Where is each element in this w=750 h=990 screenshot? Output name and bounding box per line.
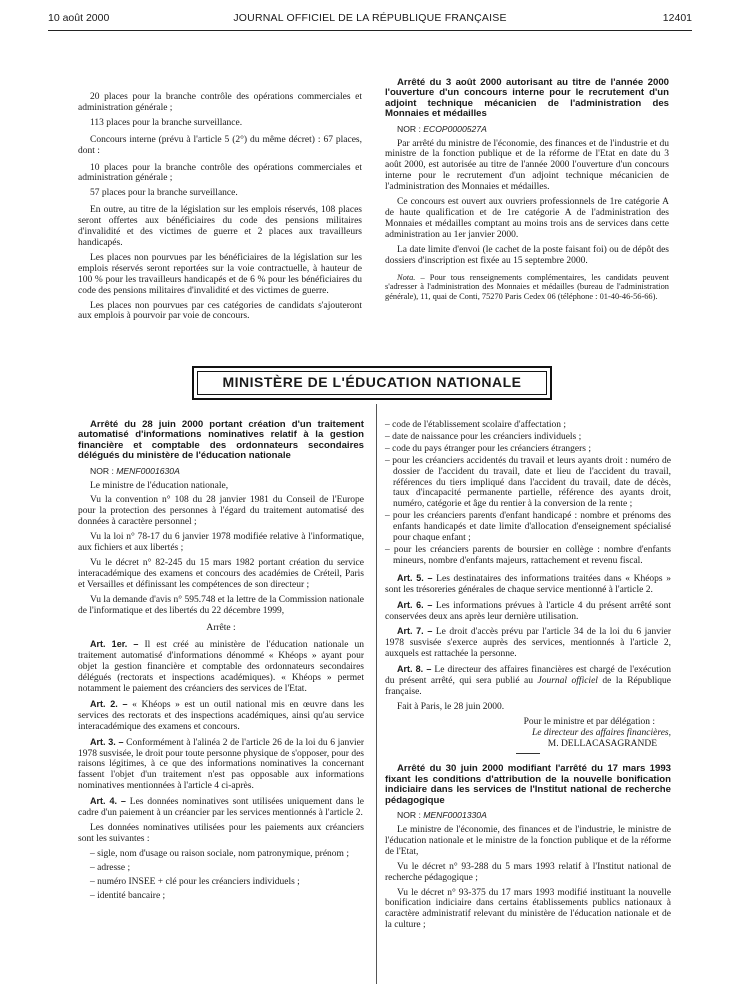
article-1 [78, 639, 364, 695]
arrete-heading: Arrête : [206, 622, 236, 633]
header-date: 10 août 2000 [48, 12, 110, 24]
paragraph: 10 places pour la branche contrôle des opérations commerciales et administration générale ; [78, 162, 362, 184]
paragraph: Vu le décret n° 93-375 du 17 mars 1993 modifié instituant la nouvelle bonification indiciaire dans certains établissements publics nationaux à caractère administratif relevant du ministère de l'éducation nationale et de la culture ; [385, 887, 671, 931]
paragraph: Les données nominatives utilisées pour les paiements aux créanciers sont les suivantes : [78, 823, 364, 844]
ministry-banner [192, 366, 552, 400]
list-item: – code du pays étranger pour les créanciers étrangers ; [385, 443, 592, 454]
paragraph: Vu la demande d'avis n° 595.748 et la lettre de la Commission nationale de l'informatique et des libertés du 22 décembre 1999, [78, 594, 364, 616]
decree-title: Arrêté du 30 juin 2000 modifiant l'arrêté du 17 mars 1993 fixant les conditions d'attribution de la nouvelle bonification indiciaire dans les services de l'Institut national de recherche pédagogique [385, 763, 671, 806]
article-text: Conformément à l'alinéa 2 de l'article 26 de la loi du 6 janvier 1978 susvisée, le droit pour toute personne physique de s'opposer, pour des raisons légitimes, à ce que des informations nominatives la concernant fassent l'objet d'un traitement n'est pas opposable aux informations nominatives mentionnées à l'article 4 ci-après. [78, 737, 365, 792]
nor-label: NOR : [397, 810, 421, 821]
top-left-column [78, 92, 362, 326]
nor-reference [78, 466, 364, 477]
nor-code: MENF0001330A [423, 810, 487, 821]
nor-reference [385, 124, 669, 135]
paragraph: 113 places pour la branche surveillance. [90, 117, 243, 128]
paragraph: La date limite d'envoi (le cachet de la poste faisant foi) ou de dépôt des dossiers d'inscription est fixée au 15 septembre 2000. [385, 244, 669, 266]
nor-code: MENF0001630A [116, 465, 180, 476]
ministry-banner-text: MINISTÈRE DE L'ÉDUCATION NATIONALE [197, 371, 547, 395]
article-label: Art. 4. – [90, 796, 126, 807]
nota-label: Nota. – [397, 272, 425, 282]
bottom-right-column [385, 420, 671, 935]
paragraph: Vu le décret n° 93-288 du 5 mars 1993 relatif à l'Institut national de recherche pédagogique ; [385, 861, 671, 883]
article-3 [78, 737, 364, 793]
decree-title: Arrêté du 28 juin 2000 portant création d'un traitement automatisé d'informations nominatives relatif à la gestion financière et comptable des ordonnateurs secondaires délégués du ministère de l'éducation nationale [78, 419, 364, 462]
running-header [48, 12, 692, 28]
article-text: Le droit d'accès prévu par l'article 34 de la loi du 6 janvier 1978 susvisée s'exerce auprès des services, mentionnés à l'article 2, auxquels est rattachée la personne. [385, 627, 672, 660]
nor-reference [385, 810, 671, 821]
list-item: – date de naissance pour les créanciers individuels ; [385, 431, 582, 442]
list-item: – pour les créanciers accidentés du travail et leurs ayants droit : numéro de dossier de l'accident du travail, date et lieu de l'accident du travail, références du tiers impliqué dans l'accident du travail, date de décès, taux d'incapacité permanente partielle, référence des ayants droit, numéro, catégorie et âge du rentier à la conversion de la rente ; [385, 455, 671, 510]
article-label: Art. 1er. – [90, 639, 139, 650]
separator [516, 753, 540, 754]
place-date: Fait à Paris, le 28 juin 2000. [397, 701, 505, 712]
paragraph: Concours interne (prévu à l'article 5 (2°) du même décret) : 67 places, dont : [78, 134, 362, 156]
paragraph: Le ministre de l'éducation nationale, [90, 480, 229, 491]
header-rule [48, 30, 692, 31]
page-number: 12401 [662, 12, 692, 24]
nor-code: ECOP0000527A [423, 123, 487, 134]
nor-label: NOR : [90, 465, 114, 476]
paragraph: Les places non pourvues par ces catégories de candidats s'ajouteront aux emplois à pourvoir par voie de concours. [78, 300, 362, 322]
paragraph: Ce concours est ouvert aux ouvriers professionnels de 1re catégorie A de haute qualification et de 1re catégorie A de l'administration des Monnaies et médailles comptant au moins trois ans de services dans cette administration au 1er janvier 2000. [385, 197, 669, 240]
nota [385, 273, 669, 302]
signatory-name: M. DELLACASAGRANDE [547, 738, 657, 749]
article-7 [385, 626, 671, 660]
signature-line: Pour le ministre et par délégation : [523, 716, 655, 727]
paragraph: Par arrêté du ministre de l'économie, des finances et de l'industrie et du ministre de la fonction publique et de la réforme de l'Etat en date du 3 août 2000, est autorisée au titre de l'année 2000 l'ouverture d'un concours interne pour le recrutement d'un adjoint technique mécanicien de l'administration des Monnaies et médailles. [385, 138, 669, 193]
article-text: de la République française. [385, 676, 672, 697]
list-item: – adresse ; [90, 862, 131, 873]
article-text: « Khéops » est un outil national mis en œuvre dans les services des rectorats et des inspections académiques, ainsi qu'au service interacadémique des examens et concours. [78, 699, 364, 732]
paragraph: 57 places pour la branche surveillance. [90, 188, 238, 199]
journal-title: JOURNAL OFFICIEL DE LA RÉPUBLIQUE FRANÇAISE [233, 12, 507, 24]
article-4 [78, 796, 364, 819]
article-label: Art. 6. – [397, 599, 433, 610]
nor-label: NOR : [397, 123, 421, 134]
top-right-column [385, 78, 669, 306]
article-2 [78, 699, 364, 733]
list-item: – code de l'établissement scolaire d'affectation ; [385, 420, 567, 430]
bottom-left-column [78, 420, 364, 904]
list-item: – identité bancaire ; [90, 890, 166, 901]
article-text: Les données nominatives sont utilisées uniquement dans le cadre d'un paiement à un créancier par les services mentionnés à l'article 2. [78, 797, 364, 819]
nota-text: Pour tous renseignements complémentaires, les candidats peuvent s'adresser à l'administration des Monnaies et médailles (bureau de l'administration générale), 11, quai de Conti, 75270 Paris Cedex 06 (téléphone : 01-40-46-56-66). [385, 272, 669, 302]
article-label: Art. 5. – [397, 572, 433, 583]
list-item: – sigle, nom d'usage ou raison sociale, nom patronymique, prénom ; [90, 848, 349, 859]
paragraph: Vu la loi n° 78-17 du 6 janvier 1978 modifiée relative à l'informatique, aux fichiers et aux libertés ; [78, 532, 364, 554]
journal-reference: Journal officiel [537, 676, 598, 687]
article-6 [385, 600, 671, 623]
paragraph: Le ministre de l'économie, des finances et de l'industrie, le ministre de l'éducation nationale et le ministre de la fonction publique et de la réforme de l'Etat, [385, 825, 671, 857]
article-5 [385, 573, 671, 596]
signatory-title: Le directeur des affaires financières, [531, 727, 671, 738]
paragraph: En outre, au titre de la législation sur les emplois réservés, 108 places seront offertes aux bénéficiaires du code des pensions militaires d'invalidité et des victimes de guerre et 2 places aux travailleurs handicapés. [78, 205, 362, 248]
paragraph: Les places non pourvues par les bénéficiaires de la législation sur les emplois réservés seront reportées sur la voie contractuelle, à hauteur de 100 % pour les travailleurs handicapés et de 6 % pour les bénéficiaires du code des pensions militaires d'invalidité et des victimes de guerre. [78, 252, 362, 296]
article-text: Il est créé au ministère de l'éducation nationale un traitement automatisé d'informations dénommé « Khéops » ayant pour objet la gestion financière et comptable des ordonnateurs secondaires délégués (rectorats et inspections académiques). « Khéops » permet notamment le paiement des créanciers des services de l'Etat. [78, 640, 364, 695]
article-text: Le directeur des affaires financières est chargé de l'exécution du présent arrêté, qui sera publié au [385, 665, 672, 687]
article-label: Art. 3. – [90, 736, 124, 747]
decree-title: Arrêté du 3 août 2000 autorisant au titre de l'année 2000 l'ouverture d'un concours interne pour le recrutement d'un adjoint technique mécanicien de l'administration des Monnaies et médailles [385, 77, 669, 120]
signature-line [385, 728, 671, 739]
list-item: – pour les créanciers parents de boursier en collège : nombre d'enfants mineurs, nombre d'enfants majeurs, rattachement et revenu fiscal. [385, 544, 671, 566]
column-divider [376, 404, 377, 984]
paragraph: Vu la convention n° 108 du 28 janvier 1981 du Conseil de l'Europe pour la protection des personnes à l'égard du traitement automatisé des données à caractère personnel ; [78, 495, 364, 528]
list-item: – numéro INSEE + clé pour les créanciers individuels ; [90, 876, 300, 887]
article-text: Les destinataires des informations traitées dans « Khéops » sont les trésoreries générales de chaque service mentionné à l'article 2. [385, 573, 672, 595]
list-item: – pour les créanciers parents d'enfant handicapé : nombre et prénoms des enfants handicapés et date limite d'allocation d'enseignement spécialisé pour chaque enfant ; [385, 511, 671, 544]
article-label: Art. 8. – [397, 664, 432, 675]
article-text: Les informations prévues à l'article 4 du présent arrêté sont conservées deux ans après leur dernière utilisation. [385, 600, 671, 622]
article-label: Art. 7. – [397, 626, 433, 637]
article-label: Art. 2. – [90, 698, 128, 709]
paragraph: 20 places pour la branche contrôle des opérations commerciales et administration générale ; [78, 92, 362, 113]
article-8 [385, 664, 671, 698]
paragraph: Vu le décret n° 82-245 du 15 mars 1982 portant création du service interacadémique des examens et concours des académies de Créteil, Paris et Versailles et définissant les compétences de son directeur ; [78, 557, 364, 590]
